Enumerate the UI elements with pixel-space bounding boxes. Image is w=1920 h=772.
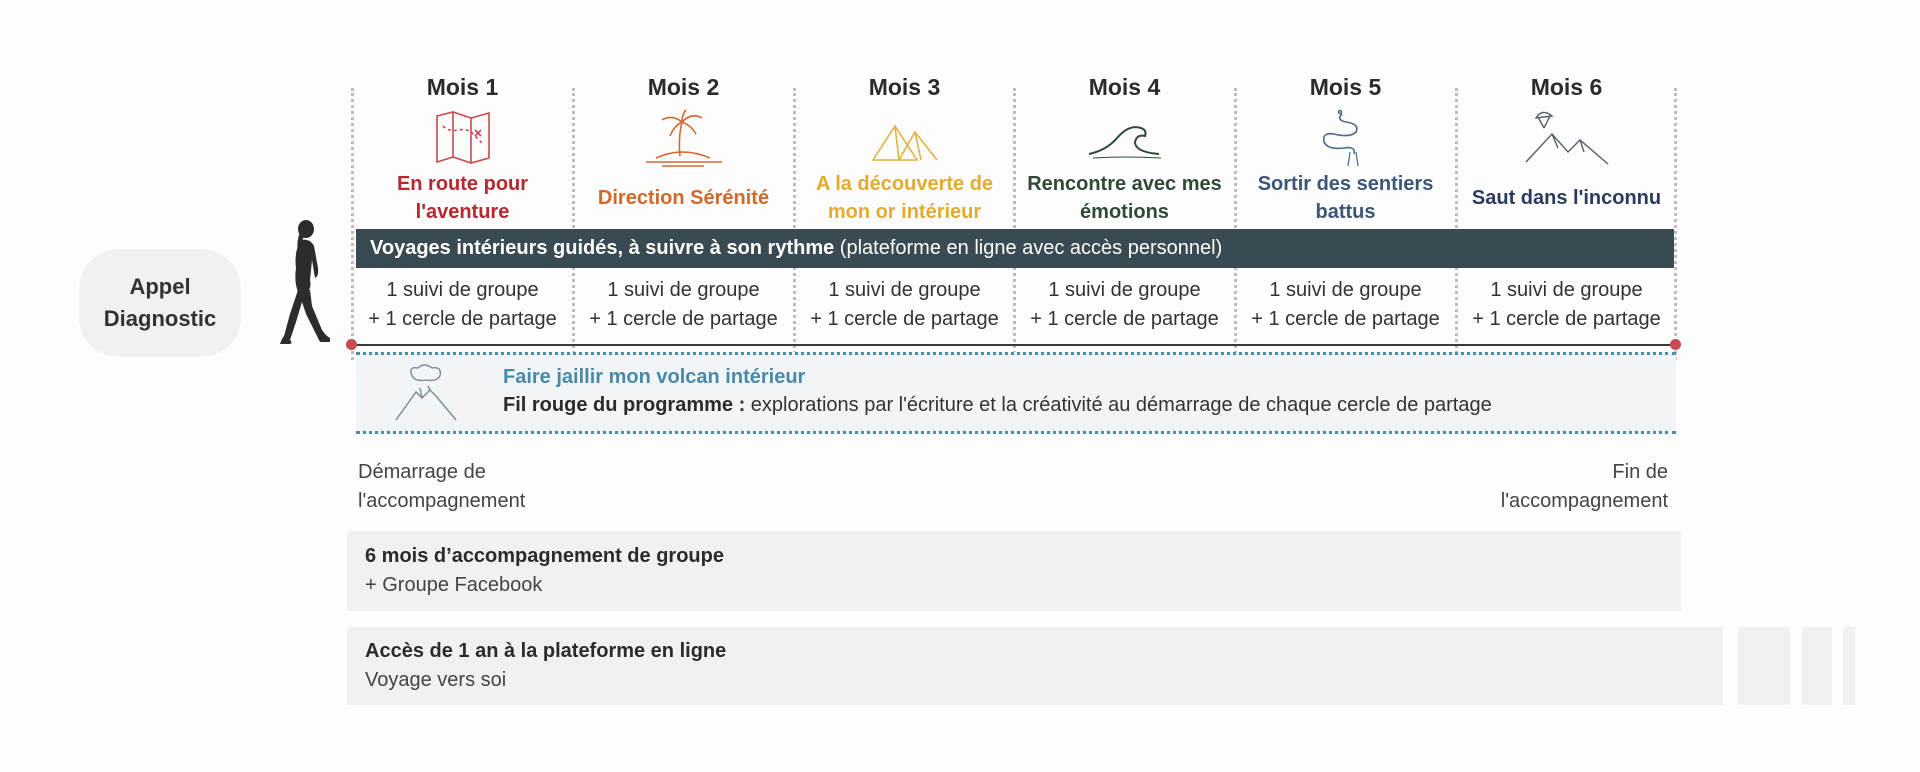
group-support-box bbox=[347, 531, 1681, 611]
month-6-subtitle: Saut dans l'inconnu bbox=[1471, 187, 1662, 209]
volcano-band bbox=[356, 352, 1676, 434]
parachute-mountains-icon bbox=[1456, 106, 1677, 170]
appel-line1: Appel bbox=[129, 274, 191, 299]
volcano-icon bbox=[392, 362, 460, 424]
platform-access-title: Accès de 1 an à la plateforme en ligne bbox=[365, 640, 727, 662]
platform-access-box bbox=[347, 627, 1723, 705]
month-2-subtitle: Direction Sérénité bbox=[597, 187, 770, 209]
walking-woman-icon bbox=[276, 218, 340, 348]
group-support-title: 6 mois d’accompagnement de groupe bbox=[365, 545, 724, 567]
month-4-cell: 1 suivi de groupe + 1 cercle de partage bbox=[1030, 279, 1219, 330]
volcano-description: Fil rouge du programme : explorations par l'écriture et la créativité au démarrage de chaque cercle de partage bbox=[503, 394, 1492, 416]
volcano-title: Faire jaillir mon volcan intérieur bbox=[503, 366, 806, 388]
appel-line2: Diagnostic bbox=[103, 306, 217, 331]
month-1-title: Mois 1 bbox=[426, 74, 499, 100]
month-6-title: Mois 6 bbox=[1530, 74, 1603, 100]
month-3-cell: 1 suivi de groupe + 1 cercle de partage bbox=[810, 279, 999, 330]
timeline-start-dot bbox=[346, 339, 357, 350]
palm-island-icon bbox=[573, 106, 794, 170]
month-6-cell: 1 suivi de groupe + 1 cercle de partage bbox=[1472, 279, 1661, 330]
month-5-subtitle: Sortir des sentiers battus bbox=[1257, 173, 1434, 223]
guided-journeys-banner bbox=[356, 229, 1674, 268]
appel-diagnostic-pill bbox=[79, 249, 241, 357]
month-3-title: Mois 3 bbox=[868, 74, 941, 100]
month-5-cell: 1 suivi de groupe + 1 cercle de partage bbox=[1251, 279, 1440, 330]
month-4-title: Mois 4 bbox=[1088, 74, 1161, 100]
month-3-subtitle: A la découverte de mon or intérieur bbox=[815, 173, 994, 223]
month-1-cell: 1 suivi de groupe + 1 cercle de partage bbox=[368, 279, 557, 330]
banner-rest: (plateforme en ligne avec accès personnel) bbox=[834, 237, 1223, 259]
fade-segment bbox=[1843, 627, 1855, 705]
banner-bold: Voyages intérieurs guidés, à suivre à son rythme bbox=[370, 237, 835, 259]
wave-icon bbox=[1014, 106, 1235, 170]
fade-segment bbox=[1738, 627, 1790, 705]
end-label: Fin de l'accompagnement bbox=[1500, 461, 1668, 512]
platform-access-text: Voyage vers soi bbox=[365, 669, 507, 691]
fade-segment bbox=[1802, 627, 1832, 705]
month-2-title: Mois 2 bbox=[647, 74, 720, 100]
timeline-line bbox=[351, 344, 1676, 346]
map-icon bbox=[352, 106, 573, 170]
timeline-end-dot bbox=[1670, 339, 1681, 350]
month-4-subtitle: Rencontre avec mes émotions bbox=[1027, 173, 1222, 223]
group-support-text: + Groupe Facebook bbox=[365, 574, 543, 596]
month-2-cell: 1 suivi de groupe + 1 cercle de partage bbox=[589, 279, 778, 330]
month-1-subtitle: En route pour l'aventure bbox=[396, 173, 529, 223]
month-5-title: Mois 5 bbox=[1309, 74, 1382, 100]
start-label: Démarrage de l'accompagnement bbox=[358, 461, 526, 512]
winding-path-icon bbox=[1235, 106, 1456, 170]
pyramids-icon bbox=[794, 106, 1015, 170]
